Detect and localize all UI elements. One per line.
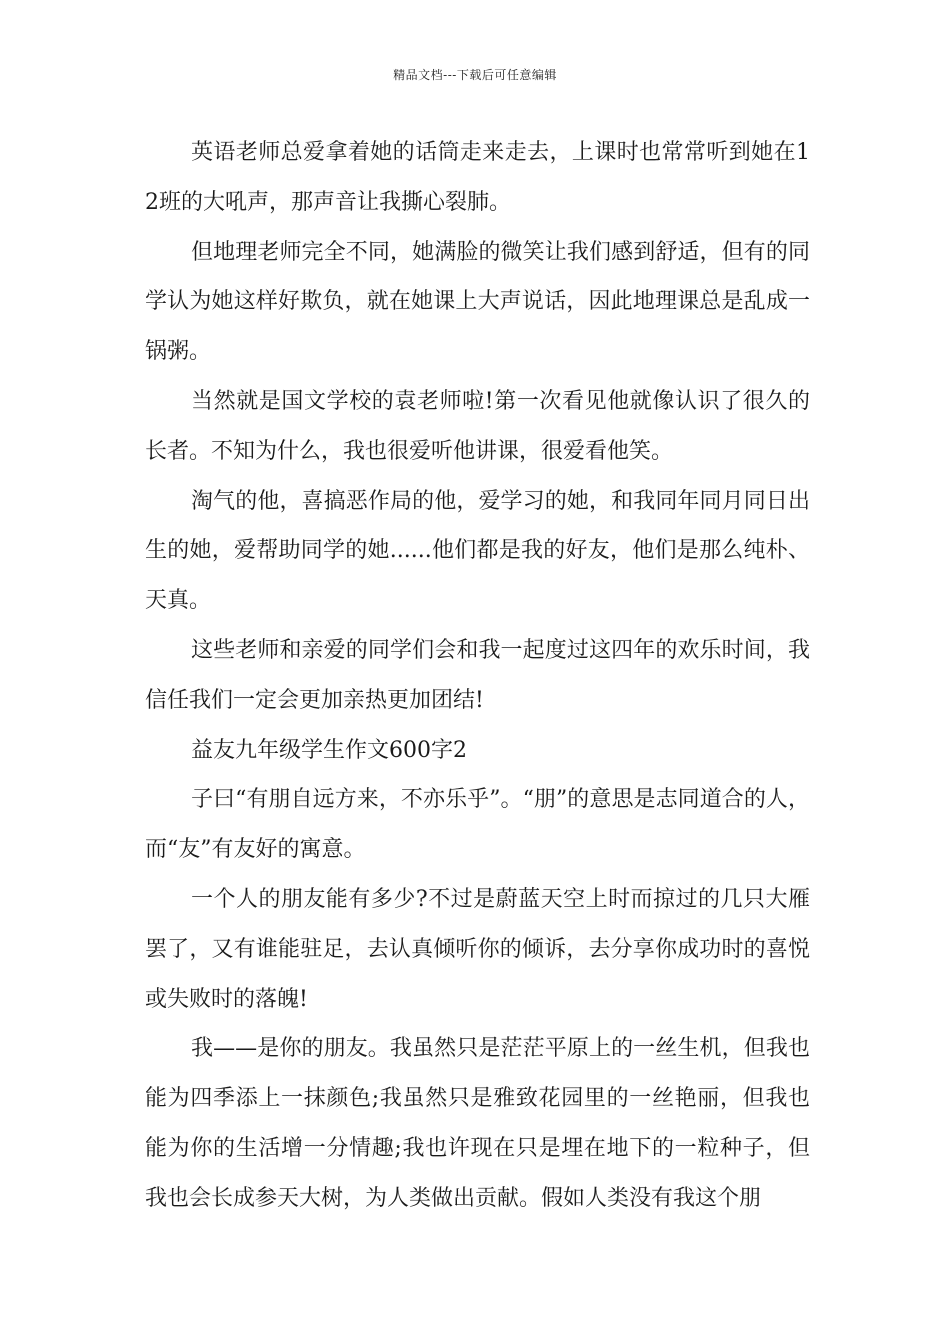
paragraph-together: 这些老师和亲爱的同学们会和我一起度过这四年的欢乐时间，我信任我们一定会更加亲热更加团结! [145,637,810,713]
paragraph-teacher-yuan: 当然就是国文学校的袁老师啦!第一次看见他就像认识了很久的长者。不知为什么，我也很爱听他讲课，很爱看他笑。 [145,388,810,464]
paragraph-geography-teacher: 但地理老师完全不同，她满脸的微笑让我们感到舒适，但有的同学认为她这样好欺负，就在她课上大声说话，因此地理课总是乱成一锅粥。 [145,239,810,365]
paragraph-english-teacher: 英语老师总爱拿着她的话筒走来走去，上课时也常常听到她在12班的大吼声，那声音让我撕心裂肺。 [145,140,810,215]
paragraph-classmates: 淘气的他，喜搞恶作局的他，爱学习的她，和我同年同月同日出生的她，爱帮助同学的她......他们都是我的好友，他们是那么纯朴、天真。 [145,488,810,614]
paragraph-i-am-your-friend: 我——是你的朋友。我虽然只是茫茫平原上的一丝生机，但我也能为四季添上一抹颜色;我虽然只是雅致花园里的一丝艳丽，但我也能为你的生活增一分情趣;我也许现在只是埋在地下的一粒种子，但我也会长成参天大树，为人类做出贡献。假如人类没有我这个朋 [145,1036,810,1211]
article-body [145,128,810,1224]
paragraph-how-many-friends: 一个人的朋友能有多少?不过是蔚蓝天空上时而掠过的几只大雁罢了，又有谁能驻足，去认真倾听你的倾诉，去分享你成功时的喜悦或失败时的落魄! [145,886,810,1012]
paragraph-confucius-quote: 子曰“有朋自远方来，不亦乐乎”。“朋”的意思是志同道合的人，而“友”有友好的寓意。 [145,787,810,863]
page-header: 精品文档---下载后可任意编辑 [393,68,557,82]
essay-title: 益友九年级学生作文600字2 [191,737,467,763]
